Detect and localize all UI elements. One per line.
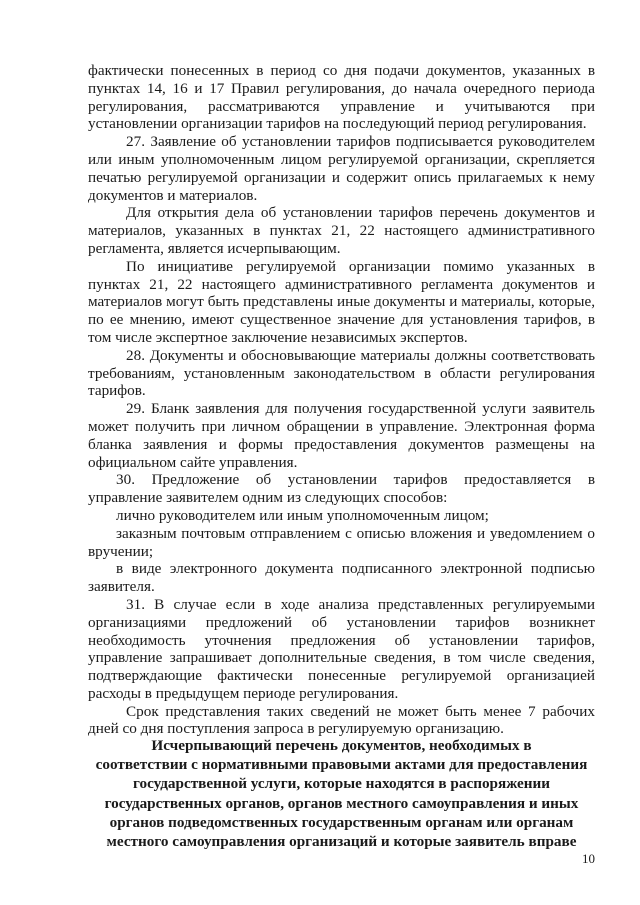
section-heading: [88, 736, 595, 851]
paragraph-31-deadline: Срок представления таких сведений не может быть менее 7 рабочих дней со дня поступления запроса в регулируемую организацию.: [88, 702, 595, 738]
paragraph-27: 27. Заявление об установлении тарифов подписывается руководителем или иным уполномоченным лицом регулируемой организации, скрепляется печатью регулируемой организации и содержит опись прилагаемых к нему документов и материалов.: [88, 133, 595, 204]
section-heading-line: Исчерпывающий перечень документов, необходимых в: [151, 737, 532, 754]
paragraph-28: 28. Документы и обосновывающие материалы должны соответствовать требованиям, установленным законодательством в области регулирования тарифов.: [88, 346, 595, 400]
paragraph-27-list-exhaustive: Для открытия дела об установлении тарифов перечень документов и материалов, указанных в пунктах 21, 22 настоящего административного регламента, является исчерпывающим.: [88, 204, 595, 257]
paragraph-30: 30. Предложение об установлении тарифов предоставляется в управление заявителем одним из следующих способов:: [88, 471, 595, 507]
document-body: [88, 62, 595, 738]
section-heading-line: соответствии с нормативными правовыми актами для предоставления: [95, 756, 588, 774]
paragraph-31: 31. В случае если в ходе анализа представленных регулируемыми организациями предложений об установлении тарифов возникнет необходимость уточнения предложения об установлении тарифов, управление запрашивает дополнительные сведения, в том числе сведения, подтверждающие фактически понесенные регулируемой организацией расходы в предыдущем периоде регулирования.: [88, 595, 595, 702]
section-heading-line: органов подведомственных государственным органам или органам: [109, 813, 574, 831]
paragraph-30-method-mail: заказным почтовым отправлением с описью вложения и уведомлением о вручении;: [88, 524, 595, 560]
section-heading-line: государственной услуги, которые находятся в распоряжении: [132, 775, 551, 793]
page-number: 10: [582, 851, 595, 866]
section-heading-line: государственных органов, органов местного самоуправления и иных: [104, 794, 579, 812]
paragraph-30-method-in-person: лично руководителем или иным уполномоченным лицом;: [116, 506, 489, 524]
paragraph-27-additional-docs: По инициативе регулируемой организации помимо указанных в пунктах 21, 22 настоящего административного регламента документов и материалов могут быть представлены иные документы и материалы, которые, по ее мнению, имеют существенное значение для установления тарифов, в том числе экспертное заключение независимых экспертов.: [88, 257, 595, 346]
section-heading-line: местного самоуправления организаций и которые заявитель вправе: [106, 833, 577, 851]
paragraph-30-method-electronic: в виде электронного документа подписанного электронной подписью заявителя.: [88, 560, 595, 596]
paragraph-continuation: фактически понесенных в период со дня подачи документов, указанных в пунктах 14, 16 и 17 Правил регулирования, до начала очередного периода регулирования, рассматриваются управление и учитываются при установлении организации тарифов на последующий период регулирования.: [88, 62, 595, 133]
paragraph-29: 29. Бланк заявления для получения государственной услуги заявитель может получить при личном обращении в управление. Электронная форма бланка заявления и формы предоставления документов размещены на официальном сайте управления.: [88, 400, 595, 471]
